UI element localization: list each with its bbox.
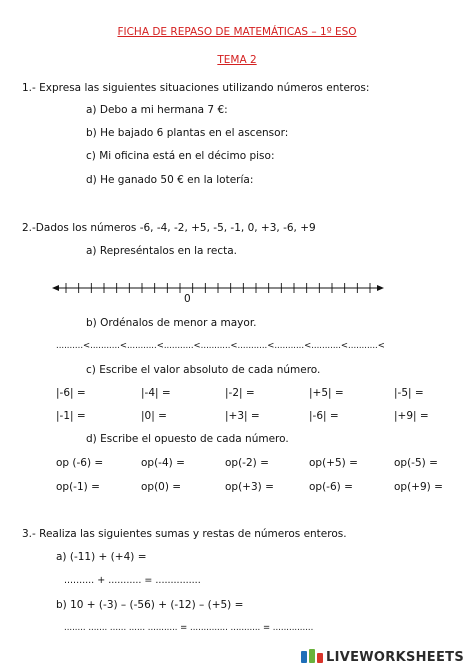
abs-cell[interactable]: |-5| = — [394, 387, 424, 399]
question-2-part-d: d) Escribe el opuesto de cada número. — [86, 433, 289, 445]
opposite-cell[interactable]: op(-2) = — [225, 457, 269, 469]
question-2-part-a: a) Represéntalos en la recta. — [86, 245, 237, 257]
question-3-part-b-answer[interactable]: ........ ....... ...... ...... ........... = .............. ........... = ............... — [64, 623, 314, 633]
opposite-cell[interactable]: op(+9) = — [394, 481, 443, 493]
worksheet-title: FICHA DE REPASO DE MATEMÁTICAS – 1º ESO — [117, 26, 357, 38]
liveworksheets-logo-icon — [301, 649, 323, 665]
abs-cell[interactable]: |-2| = — [225, 387, 255, 399]
question-3-part-a: a) (-11) + (+4) = — [56, 551, 147, 563]
abs-cell[interactable]: |-6| = — [309, 410, 339, 422]
number-line-right-arrow — [377, 285, 384, 291]
opposite-cell[interactable]: op(-5) = — [394, 457, 438, 469]
abs-cell[interactable]: |+5| = — [309, 387, 344, 399]
opposite-cell[interactable]: op(-4) = — [141, 457, 185, 469]
question-2-part-b: b) Ordénalos de menor a mayor. — [86, 317, 257, 329]
question-1-item-c: c) Mi oficina está en el décimo piso: — [86, 150, 275, 162]
liveworksheets-logo-text: LIVEWORKSHEETS — [326, 649, 464, 665]
number-line-zero-label: 0 — [184, 293, 191, 305]
opposite-cell[interactable]: op(+5) = — [309, 457, 358, 469]
opposite-cell[interactable]: op(-1) = — [56, 481, 100, 493]
question-2-heading: 2.-Dados los números -6, -4, -2, +5, -5, -1, 0, +3, -6, +9 — [22, 222, 316, 234]
liveworksheets-logo[interactable] — [301, 649, 464, 665]
opposite-cell[interactable]: op(-6) = — [309, 481, 353, 493]
question-1-heading: 1.- Expresa las siguientes situaciones utilizando números enteros: — [22, 82, 370, 94]
abs-cell[interactable]: |+3| = — [225, 410, 260, 422]
opposite-cell[interactable]: op (-6) = — [56, 457, 104, 469]
number-line-left-arrow — [52, 285, 59, 291]
question-1-item-a: a) Debo a mi hermana 7 €: — [86, 104, 228, 116]
worksheet-subtitle: TEMA 2 — [217, 54, 257, 66]
question-1-item-b: b) He bajado 6 plantas en el ascensor: — [86, 127, 289, 139]
question-1-item-d: d) He ganado 50 € en la lotería: — [86, 174, 254, 186]
abs-cell[interactable]: |-1| = — [56, 410, 86, 422]
ordering-answer-line[interactable]: ..........<...........<...........<...........<...........<...........<...........<...........<...........< — [56, 341, 385, 351]
opposite-cell[interactable]: op(+3) = — [225, 481, 274, 493]
question-3-heading: 3.- Realiza las siguientes sumas y restas de números enteros. — [22, 528, 347, 540]
number-line[interactable] — [52, 280, 384, 296]
question-2-part-c: c) Escribe el valor absoluto de cada número. — [86, 364, 321, 376]
abs-cell[interactable]: |0| = — [141, 410, 167, 422]
abs-cell[interactable]: |-4| = — [141, 387, 171, 399]
abs-cell[interactable]: |+9| = — [394, 410, 429, 422]
question-3-part-a-answer[interactable]: .......... + ........... = ............... — [64, 575, 201, 586]
opposite-cell[interactable]: op(0) = — [141, 481, 182, 493]
question-3-part-b: b) 10 + (-3) – (-56) + (-12) – (+5) = — [56, 599, 244, 611]
abs-cell[interactable]: |-6| = — [56, 387, 86, 399]
